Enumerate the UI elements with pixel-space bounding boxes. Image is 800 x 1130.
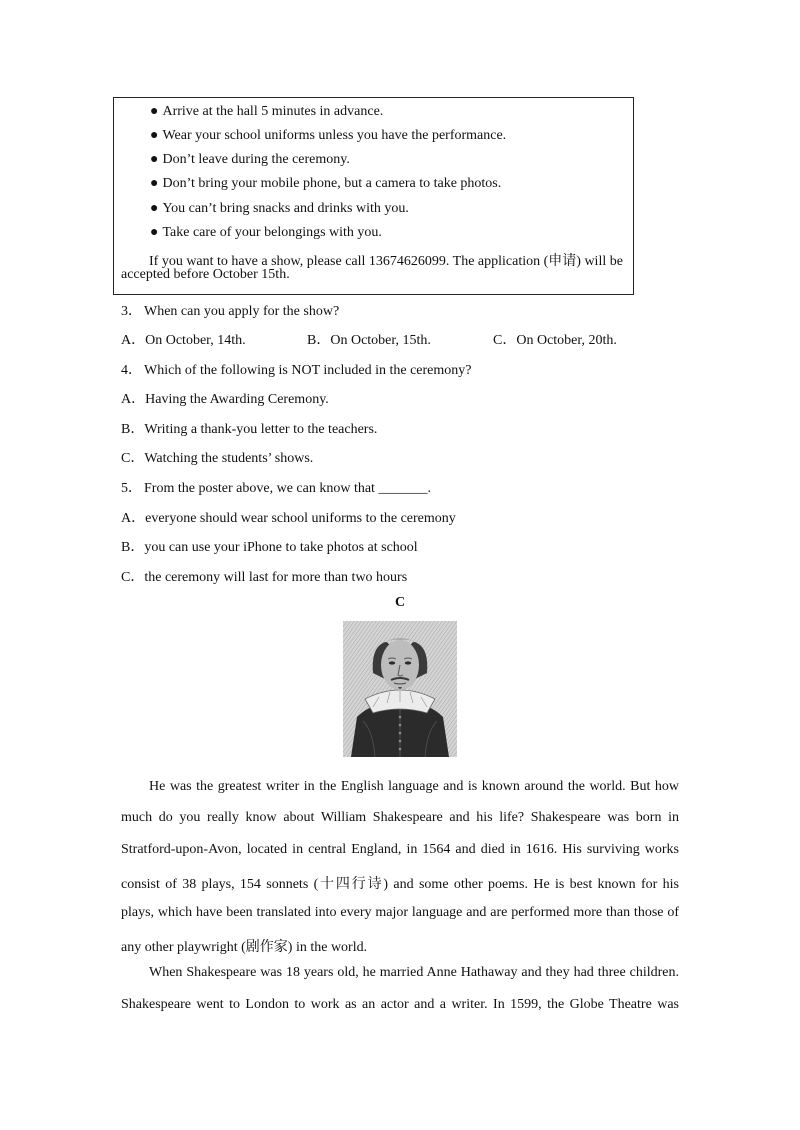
rule-item (150, 176, 501, 192)
rule-text: You can’t bring snacks and drinks with you. (162, 201, 409, 216)
rule-text: Take care of your belongings with you. (162, 225, 382, 240)
bullet-icon: ● (150, 176, 159, 191)
option-text: the ceremony will last for more than two hours (144, 570, 408, 585)
paragraph-line: plays, which have been translated into every major language and are performed more than those of (121, 905, 679, 920)
rule-text: Don’t bring your mobile phone, but a camera to take photos. (162, 176, 502, 191)
rule-text: Arrive at the hall 5 minutes in advance. (162, 104, 384, 119)
rule-item (150, 225, 382, 241)
apply-info-line: accepted before October 15th. (121, 267, 290, 282)
shakespeare-portrait (343, 621, 457, 757)
option-b[interactable] (307, 329, 431, 349)
paragraph-line: When Shakespeare was 18 years old, he married Anne Hathaway and they had three children. (149, 965, 679, 980)
question-text: Which of the following is NOT included in the ceremony? (144, 363, 472, 378)
paragraph-line: Stratford-upon-Avon, located in central England, in 1564 and died in 1616. His surviving works (121, 842, 679, 857)
rule-item (150, 152, 350, 168)
option-text: Watching the students’ shows. (144, 451, 314, 466)
paragraph-line: He was the greatest writer in the English language and is known around the world. But how (149, 779, 679, 794)
rule-item (150, 201, 409, 217)
option-a[interactable] (121, 388, 329, 408)
rule-text: Wear your school uniforms unless you have the performance. (162, 128, 507, 143)
option-label: A． (121, 511, 146, 526)
paragraph-line: any other playwright (剧作家) in the world. (121, 940, 368, 955)
option-a[interactable] (121, 507, 456, 527)
option-c[interactable] (121, 447, 313, 467)
bullet-icon: ● (150, 225, 159, 240)
option-text: On October, 14th. (145, 333, 246, 348)
option-c[interactable] (493, 329, 617, 349)
option-label: B． (121, 540, 145, 555)
option-a[interactable] (121, 329, 246, 349)
bullet-icon: ● (150, 104, 159, 119)
option-label: B． (121, 422, 145, 437)
option-label: C． (493, 333, 517, 348)
paragraph-line: Shakespeare went to London to work as an actor and a writer. In 1599, the Globe Theatre was (121, 997, 679, 1012)
bullet-icon: ● (150, 201, 159, 216)
option-text: On October, 15th. (330, 333, 431, 348)
rule-text: Don’t leave during the ceremony. (162, 152, 350, 167)
question-number: 5． (121, 481, 142, 496)
option-label: A． (121, 392, 146, 407)
option-b[interactable] (121, 418, 377, 438)
option-text: Having the Awarding Ceremony. (145, 392, 329, 407)
question-text: From the poster above, we can know that _______. (144, 481, 431, 496)
option-text: Writing a thank-you letter to the teachers. (144, 422, 378, 437)
paragraph-line: much do you really know about William Shakespeare and his life? Shakespeare was born in (121, 810, 679, 825)
question-number: 4． (121, 363, 142, 378)
option-b[interactable] (121, 536, 418, 556)
option-text: you can use your iPhone to take photos at school (144, 540, 418, 555)
rule-item (150, 104, 383, 120)
bullet-icon: ● (150, 152, 159, 167)
section-title: C (394, 595, 406, 610)
portrait-image (343, 621, 457, 757)
apply-info-line: If you want to have a show, please call 13674626099. The application (申请) will be (149, 254, 623, 269)
paragraph-line: consist of 38 plays, 154 sonnets (十四行诗) and some other poems. He is best known for his (121, 877, 679, 892)
question-number: 3． (121, 304, 142, 319)
rule-item (150, 128, 506, 144)
question-text: When can you apply for the show? (144, 304, 340, 319)
question-5 (121, 477, 431, 497)
option-label: B． (307, 333, 331, 348)
option-c[interactable] (121, 566, 407, 586)
question-4 (121, 359, 472, 379)
option-text: everyone should wear school uniforms to the ceremony (145, 511, 456, 526)
question-3 (121, 300, 339, 320)
option-label: C． (121, 451, 145, 466)
option-text: On October, 20th. (516, 333, 617, 348)
option-label: C． (121, 570, 145, 585)
option-label: A． (121, 333, 146, 348)
bullet-icon: ● (150, 128, 159, 143)
